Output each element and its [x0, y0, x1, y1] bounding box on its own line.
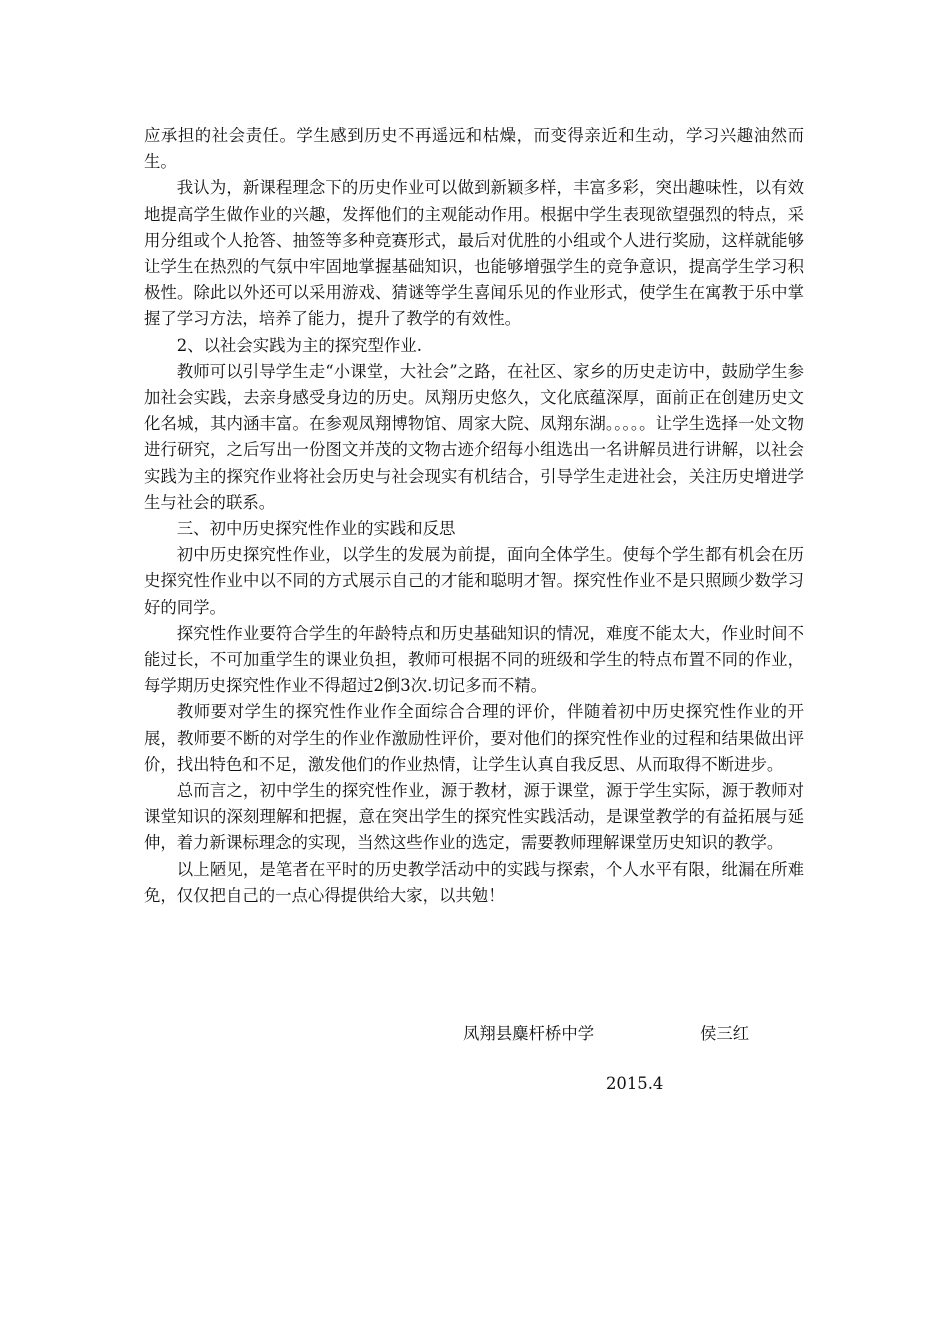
- paragraph: 初中历史探究性作业，以学生的发展为前提，面向全体学生。使每个学生都有机会在历史探究性作业中以不同的方式展示自己的才能和聪明才智。探究性作业不是只照顾少数学习好的同学。: [144, 545, 804, 617]
- paragraph: 应承担的社会责任。学生感到历史不再遥远和枯燥，而变得亲近和生动，学习兴趣油然而生。: [144, 126, 804, 172]
- paragraph: 教师可以引导学生走“小课堂，大社会”之路，在社区、家乡的历史走访中，鼓励学生参加社会实践，去亲身感受身边的历史。凤翔历史悠久，文化底蕴深厚，面前正在创建历史文化名城，其内涵丰富。在参观凤翔博物馆、周家大院、凤翔东湖。。。。。让学生选择一处文物进行研究，之后写出一份图文并茂的文物古迹介绍每小组选出一名讲解员进行讲解，以社会实践为主的探究作业将社会历史与社会现实有机结合，引导学生走进社会，关注历史增进学生与社会的联系。: [144, 361, 804, 512]
- document-body: [144, 123, 804, 909]
- closing-paragraph: 以上陋见，是笔者在平时的历史教学活动中的实践与探索，个人水平有限，纰漏在所难免，仅仅把自己的一点心得提供给大家，以共勉！: [144, 859, 804, 905]
- signature-author: 侯三红: [700, 1024, 750, 1043]
- paragraph: 探究性作业要符合学生的年龄特点和历史基础知识的情况，难度不能太大，作业时间不能过长，不可加重学生的课业负担，教师可根据不同的班级和学生的特点布置不同的作业，每学期历史探究性作业不得超过2倒3次.切记多而不精。: [144, 623, 804, 696]
- paragraph: 总而言之，初中学生的探究性作业，源于教材，源于课堂，源于学生实际，源于教师对课堂知识的深刻理解和把握，意在突出学生的探究性实践活动，是课堂教学的有益拓展与延伸，着力新课标理念的实现，当然这些作业的选定，需要教师理解课堂历史知识的教学。: [144, 781, 804, 853]
- signature-line: [463, 1022, 803, 1046]
- paragraph: 教师要对学生的探究性作业作全面综合合理的评价，伴随着初中历史探究性作业的开展，教师要不断的对学生的作业作激励性评价，要对他们的探究性作业的过程和结果做出评价，找出特色和不足，激发他们的作业热情，让学生认真自我反思、从而取得不断进步。: [144, 702, 804, 774]
- paragraph: 我认为，新课程理念下的历史作业可以做到新颖多样，丰富多彩，突出趣味性，以有效地提高学生做作业的兴趣，发挥他们的主观能动作用。根据中学生表现欲望强烈的特点，采用分组或个人抢答、抽签等多种竞赛形式，最后对优胜的小组或个人进行奖励，这样就能够让学生在热烈的气氛中牢固地掌握基础知识，也能够增强学生的竞争意识，提高学生学习积极性。除此以外还可以采用游戏、猜谜等学生喜闻乐见的作业形式，使学生在寓教于乐中掌握了学习方法，培养了能力，提升了教学的有效性。: [144, 178, 804, 329]
- signature-organization: 凤翔县麋杆桥中学: [463, 1024, 595, 1043]
- document-date: 2015.4: [606, 1074, 664, 1093]
- section-subheading: 2、以社会实践为主的探究型作业.: [176, 335, 422, 355]
- section-heading: 三、初中历史探究性作业的实践和反思: [176, 519, 456, 539]
